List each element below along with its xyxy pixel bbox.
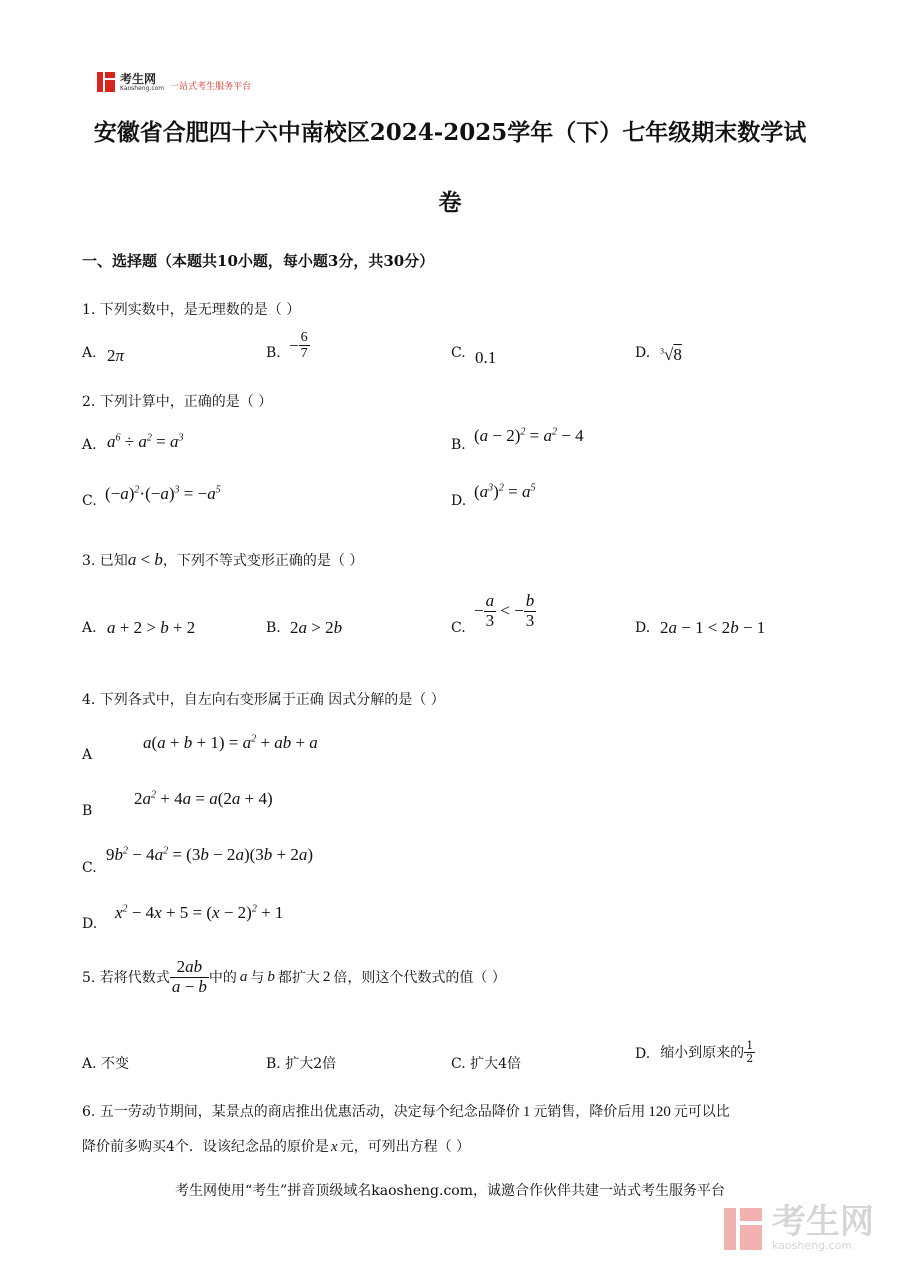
q4-option-c-label: C. xyxy=(82,860,97,876)
q4-option-d: $x^2 - 4x + 5 = (x - 2)^2 + 1$ xyxy=(115,903,284,922)
q4-option-b-label: B xyxy=(82,803,93,819)
q5-option-d-text: 缩小到原来的 xyxy=(660,1045,745,1062)
q3-stem xyxy=(82,550,363,570)
q2-option-d-label: D. xyxy=(451,493,467,509)
q2-option-b-label: B. xyxy=(451,437,466,453)
q4-option-b: $2a^2 + 4a = a(2a + 4)$ xyxy=(134,789,273,808)
q4-stem: 4. 下列各式中，自左向右变形属于正确 因式分解的是（ ） xyxy=(82,692,445,708)
q6-discount: 1 xyxy=(522,1104,531,1120)
q5-stem-post: 倍，则这个代数式的值（ ） xyxy=(333,970,506,987)
q2-option-b: $(a - 2)^2 = a^2 - 4$ xyxy=(474,426,584,445)
q6-line1-post: 元可以比 xyxy=(673,1104,730,1120)
q3-option-b: 2a > 2b xyxy=(290,618,343,637)
brand-sub: Kaosheng.com xyxy=(120,84,165,92)
q5-expression: $\frac{2ab}{a - b}$ xyxy=(171,957,207,996)
q1-option-b: − $\frac{6}{7}$ xyxy=(289,330,308,362)
brand-logo xyxy=(97,72,251,92)
q4-option-a: $a(a + b + 1) = a^2$ + ab + a xyxy=(143,733,318,752)
q5-option-b-label: B. xyxy=(266,1056,281,1072)
kaosheng-logo-icon xyxy=(97,72,117,92)
brand-slogan: 一站式考生服务平台 xyxy=(170,81,252,92)
page-title-line2: 卷 xyxy=(438,189,462,216)
q6-line1-pre: 6. 五一劳动节期间，某景点的商店推出优惠活动，决定每个纪念品降价 xyxy=(82,1104,520,1120)
q1-option-d-label: D. xyxy=(635,345,651,361)
q6-line1 xyxy=(82,1101,730,1121)
q6-var-x: x xyxy=(330,1139,338,1155)
watermark xyxy=(724,1202,874,1252)
q5-option-a xyxy=(82,1053,129,1073)
q5-stem-mid2: 与 xyxy=(250,970,265,987)
q1-option-b-label: B. xyxy=(266,345,281,361)
q3-option-d: 2a − 1 < 2b − 1 xyxy=(660,618,766,637)
q5-stem-pre: 5. 若将代数式 xyxy=(82,970,170,987)
q2-option-a: $a^6 \div a^2 = a^3$ xyxy=(107,432,184,451)
q5-option-d-fraction: $\frac{1}{2}$ xyxy=(746,1039,754,1066)
q3-option-a: a + 2 > b + 2 xyxy=(107,618,196,637)
q3-option-c: − $\frac{a}{3}$ < − $\frac{b}{3}$ xyxy=(474,591,535,630)
q5-option-c-label: C. xyxy=(451,1056,466,1072)
q1-option-c: 0.1 xyxy=(475,348,497,367)
section-heading: 一、选择题（本题共10小题，每小题3分，共30分） xyxy=(82,252,435,270)
q3-option-d-label: D. xyxy=(635,620,651,636)
q6-line2-post: 元，可列出方程（ ） xyxy=(339,1139,471,1155)
watermark-logo-icon xyxy=(724,1208,766,1250)
q3-stem-post: ，下列不等式变形正确的是（ ） xyxy=(162,553,364,569)
q5-option-a-text: 不变 xyxy=(101,1056,130,1072)
q5-option-d xyxy=(635,1040,755,1065)
q3-option-b-label: B. xyxy=(266,620,281,636)
q5-var-b: b xyxy=(267,968,275,985)
q1-option-a: 2π xyxy=(107,346,125,365)
q1-option-d: $^3$√8 xyxy=(660,345,682,364)
q6-amount: 120 xyxy=(648,1104,671,1120)
q5-option-c-text: 扩大4倍 xyxy=(470,1056,522,1072)
page-title: 安徽省合肥四十六中南校区2024-2025学年（下）七年级期末数学试 xyxy=(93,119,807,146)
page-footer: 考生网使用“考生”拼音顶级域名kaosheng.com，诚邀合作伙伴共建一站式考生服务平台 xyxy=(174,1183,726,1199)
q3-condition: a < b xyxy=(127,550,163,569)
watermark-sub: kaosheng.com xyxy=(772,1239,853,1252)
q3-option-c-label: C. xyxy=(451,620,466,636)
q2-option-c-label: C. xyxy=(82,493,97,509)
q4-option-d-label: D. xyxy=(82,916,98,932)
q2-option-d: $(a^3)^2 = a^5$ xyxy=(474,482,536,501)
q4-option-a-label: A xyxy=(82,747,93,763)
q2-option-c: $(-a)^2\cdot(-a)^3 = -a^5$ xyxy=(105,484,221,503)
q1-stem: 1. 下列实数中，是无理数的是（ ） xyxy=(82,302,301,318)
q5-option-d-label: D. xyxy=(635,1046,651,1063)
q6-line1-mid: 元销售，降价后用 xyxy=(533,1104,646,1120)
q6-line2-pre: 降价前多购买4个．设该纪念品的原价是 xyxy=(82,1139,329,1155)
q4-option-c: $9b^2 - 4a^2 = (3b - 2a)(3b + 2a)$ xyxy=(106,845,314,864)
q5-option-a-label: A. xyxy=(82,1056,97,1072)
q1-option-a-label: A. xyxy=(82,345,97,361)
q5-var-a: a xyxy=(239,968,248,985)
q2-stem: 2. 下列计算中，正确的是（ ） xyxy=(82,394,273,410)
q5-option-b-text: 扩大2倍 xyxy=(285,1056,337,1072)
q1-option-c-label: C. xyxy=(451,345,466,361)
q5-num: 2 xyxy=(322,968,331,985)
watermark-name: 考生网 xyxy=(772,1202,874,1242)
q5-stem xyxy=(82,958,506,996)
q5-stem-mid3: 都扩大 xyxy=(277,970,320,987)
q3-option-a-label: A. xyxy=(82,620,97,636)
q5-option-c xyxy=(451,1053,521,1073)
q2-option-a-label: A. xyxy=(82,437,97,453)
q5-option-b xyxy=(266,1053,336,1073)
q6-line2 xyxy=(82,1136,470,1156)
brand-name: 考生网 xyxy=(120,71,157,86)
q5-stem-mid1: 中的 xyxy=(208,970,237,987)
q3-stem-pre: 3. 已知 xyxy=(82,553,128,569)
